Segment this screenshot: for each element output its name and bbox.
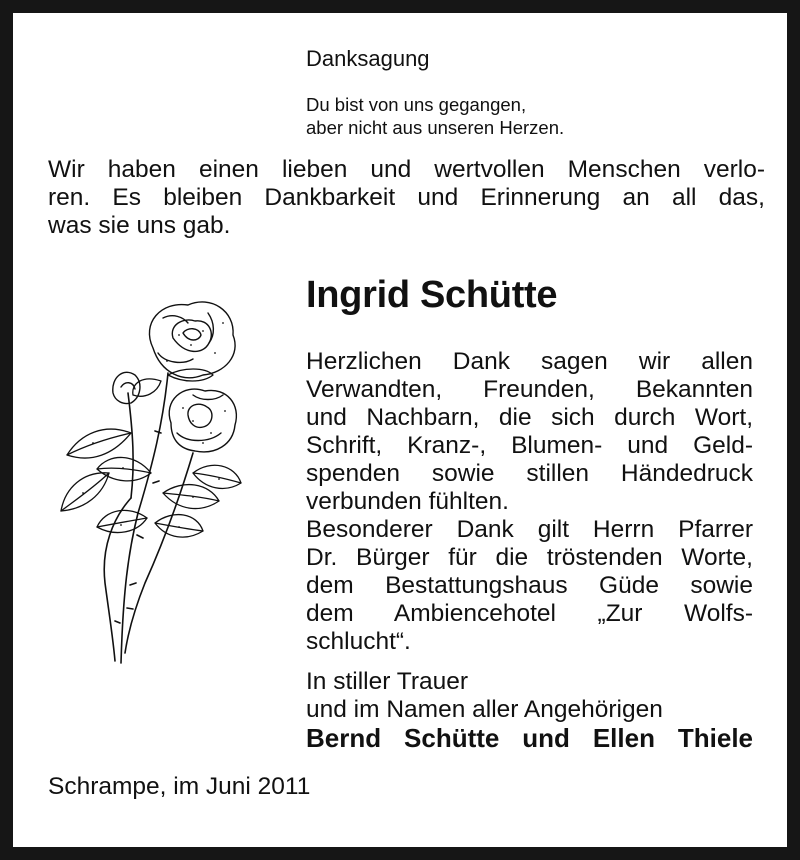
special-thanks-paragraph	[306, 516, 753, 656]
intro-line: Wir haben einen lieben und wertvollen Menschen verlo-	[48, 156, 765, 183]
intro-line: was sie uns gab.	[48, 212, 231, 239]
motto-line: Du bist von uns gegangen,	[306, 94, 527, 115]
deceased-name: Ingrid Schütte	[306, 274, 558, 316]
rose-illustration-icon	[43, 283, 263, 673]
thanks-line: Herzlichen Dank sagen wir allen	[306, 348, 753, 375]
notice-heading: Danksagung	[306, 46, 430, 71]
thanks-line: Schrift, Kranz-, Blumen- und Geld-	[306, 432, 753, 459]
mourning-lines	[306, 668, 663, 724]
intro-line: ren. Es bleiben Dankbarkeit und Erinnerung an all das,	[48, 184, 765, 211]
thanks-line: und Nachbarn, die sich durch Wort,	[306, 404, 753, 431]
special-thanks-line: schlucht“.	[306, 628, 411, 655]
intro-paragraph	[48, 156, 765, 240]
thanks-line: spenden sowie stillen Händedruck	[306, 460, 753, 487]
signatories-line: Bernd Schütte und Ellen Thiele	[306, 723, 753, 753]
mourning-line: und im Namen aller Angehörigen	[306, 696, 663, 723]
thanks-line: verbunden fühlten.	[306, 488, 509, 515]
special-thanks-line: Dr. Bürger für die tröstenden Worte,	[306, 544, 753, 571]
place-date: Schrampe, im Juni 2011	[48, 773, 311, 800]
special-thanks-line: Besonderer Dank gilt Herrn Pfarrer	[306, 516, 753, 543]
motto-line: aber nicht aus unseren Herzen.	[306, 117, 565, 138]
special-thanks-line: dem Bestattungshaus Güde sowie	[306, 572, 753, 599]
mourning-line: In stiller Trauer	[306, 668, 469, 695]
thanks-line: Verwandten, Freunden, Bekannten	[306, 376, 753, 403]
special-thanks-line: dem Ambiencehotel „Zur Wolfs-	[306, 600, 753, 627]
motto-verse	[306, 93, 564, 139]
signatories	[306, 723, 753, 753]
thanks-paragraph	[306, 348, 753, 516]
